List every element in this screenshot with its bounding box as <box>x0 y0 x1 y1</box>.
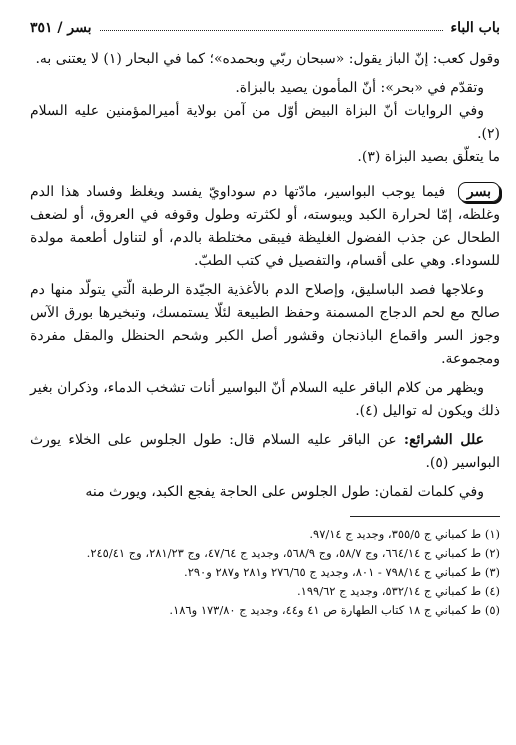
running-head <box>30 14 500 36</box>
page-number: بسر / ٣٥١ <box>30 20 92 36</box>
chapter-title: باب الباء <box>450 20 500 36</box>
paragraph-baqir: ويظهر من كلام الباقر عليه السلام أنّ البواسير أنات تشخب الدماء، وذكران بغير ذلك ويكون له تواليل (٤). <box>30 380 500 419</box>
book-page <box>30 14 500 734</box>
footnote-3: (٣) ط كمباني ج ٧٩٨/١٤ - ٨٠١، وجديد ج ٢٧٦/٦٥ و٢٨١ و٢٨٧ و٢٩٠. <box>184 565 500 579</box>
paragraph-luqman: وفي كلمات لقمان: طول الجلوس على الحاجة يفجع الكبد، ويورث منه <box>85 484 484 500</box>
footnote-2: (٢) ط كمباني ج ٦٦٤/١٤، وج ٥٨/٧، وج ٥٦٨/٩، وجديد ج ٤٧/٦٤، وج ٢٨١/٢٣، وج ٢٤٥/٤١. <box>86 546 500 560</box>
footnote-1: (١) ط كمباني ج ٣٥٥/٥، وجديد ج ٩٧/١٤. <box>309 527 500 541</box>
paragraph-bahr: وتقدّم في «بحر»: أنّ المأمون يصيد بالبزاة. <box>235 80 484 96</box>
paragraph-treatment: وعلاجها فصد الباسليق، وإصلاح الدم بالأغذية الجيّدة الرطبة الّتي يتولّد منها دم صالح مع لحم الدجاج المسمنة وحفظ الطبيعة لئلّا يستمسك، وتبخيرها بورق الآس وجوز السر واقماع الباذنجان وقشور أصل الكبر وشحم الحنظل والمقل مفردة ومجموعة. <box>30 282 500 367</box>
footnote-separator <box>350 516 500 517</box>
ilal-label: علل الشرائع: <box>403 432 484 448</box>
paragraph-white-falcons: وفي الروايات أنّ البزاة البيض أوّل من آمن بولاية أميرالمؤمنين عليه السلام (٢). <box>30 103 500 142</box>
entry-heading: بسر <box>458 182 500 202</box>
ilal-text: عن الباقر عليه السلام قال: طول الجلوس على الخلاء يورث البواسير (٥). <box>30 432 500 471</box>
paragraph-kaab: وقول كعب: إنّ الباز يقول: «سبحان ربّي وبحمده»؛ كما في البحار (١) لا يعتنى به. <box>35 51 500 67</box>
paragraph-ilal <box>30 429 500 475</box>
footnote-5: (٥) ط كمباني ج ١٨ كتاب الطهارة ص ٤١ و٤٤، وجديد ج ١٧٣/٨٠ و١٨٦. <box>169 603 500 617</box>
header-dotted-leader <box>100 29 443 31</box>
footnotes <box>30 525 500 620</box>
entry-lead-text: فيما يوجب البواسير، مادّتها دم سوداويّ يفسد ويغلظ وفساد هذا الدم وغلظه، إمّا لحرارة الكبد ويبوسته، أو لكثرته وطول وقوفه في العروق، أو لضعف الطحال عن جذب الفضول الغليظة فيبقى مختلطة بالدم، أو لتناول أطعمة مولدة للسوداء. وهي على أقسام، والتفصيل في كتب الطبّ. <box>30 184 500 269</box>
entry-lead-paragraph <box>30 181 500 273</box>
paragraph-falcon-hunting: ما يتعلّق بصيد البزاة (٣). <box>357 149 500 165</box>
footnote-4: (٤) ط كمباني ج ٥٣٢/١٤، وجديد ج ١٩٩/٦٢. <box>297 584 500 598</box>
